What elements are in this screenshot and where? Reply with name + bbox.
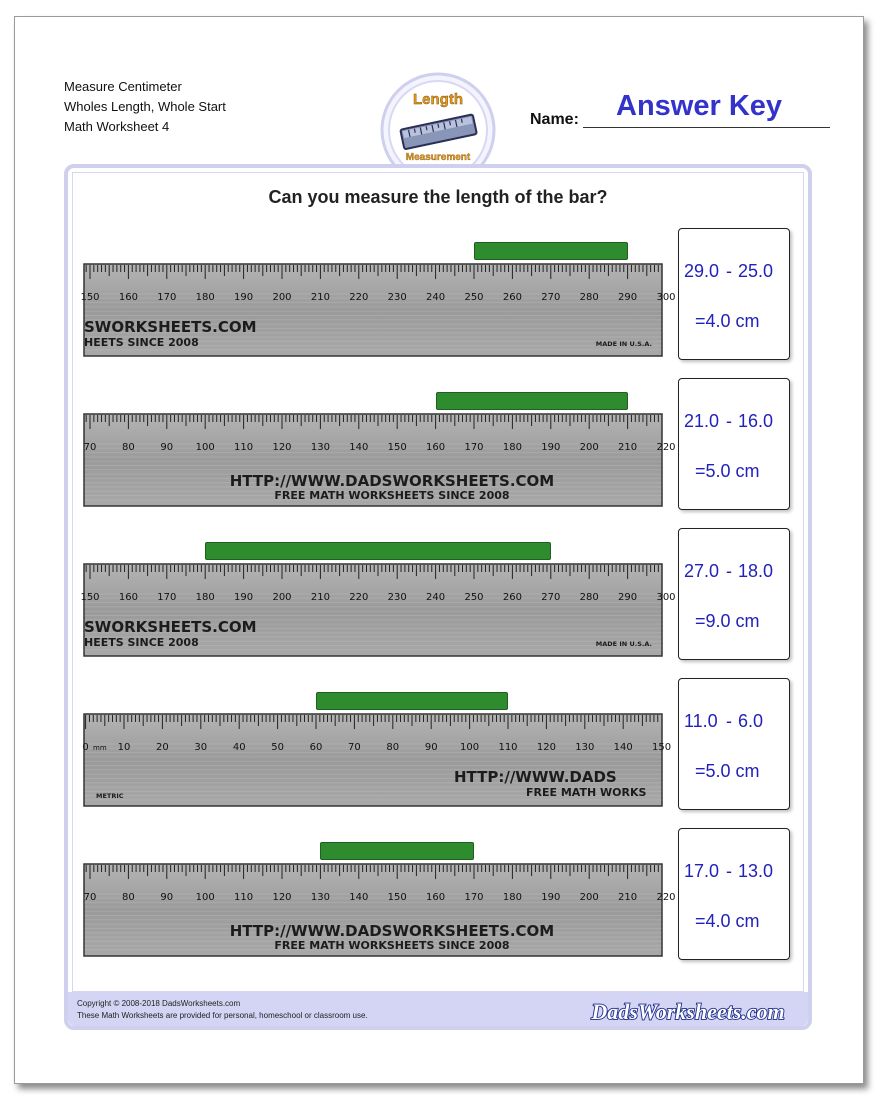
ruler-tick-label: 40 (232, 742, 246, 753)
ruler-tick-label: 160 (426, 442, 446, 453)
answer-end-value: 21.0 (684, 411, 720, 431)
ruler-tick-label: 220 (656, 892, 676, 903)
ruler-tick-label: 180 (502, 892, 522, 903)
title-line-3: Math Worksheet 4 (64, 119, 170, 134)
measured-bar (320, 842, 474, 860)
ruler-tick-label: 90 (160, 442, 174, 453)
ruler-tick-label: 30 (194, 742, 208, 753)
ruler (82, 714, 672, 806)
ruler-tick-label: 140 (613, 742, 633, 753)
answer-minus-sign: - (726, 561, 732, 581)
copyright-text: Copyright © 2008-2018 DadsWorksheets.com (77, 999, 241, 1008)
ruler-imprint-large: SWORKSHEETS.COM (84, 318, 257, 336)
ruler (80, 564, 676, 656)
ruler-tick-label: 120 (536, 742, 556, 753)
ruler-tick-label: 190 (541, 892, 561, 903)
answer-start-value: 13.0 (738, 861, 774, 881)
ruler-imprint-small: HEETS SINCE 2008 (84, 336, 199, 349)
ruler-tick-label: 210 (618, 892, 638, 903)
ruler-tick-label: 100 (195, 892, 215, 903)
ruler-tick-label: 170 (157, 292, 177, 303)
ruler-tick-label: 190 (234, 592, 254, 603)
ruler-tick-label: 170 (464, 442, 484, 453)
footer-text (77, 998, 368, 1022)
ruler-tick-label: 150 (80, 292, 100, 303)
ruler-imprint-small: HEETS SINCE 2008 (84, 636, 199, 649)
ruler-imprint-large: HTTP://WWW.DADS (454, 768, 617, 786)
ruler-imprint-small: FREE MATH WORKS (526, 786, 647, 799)
answer-start-value: 25.0 (738, 261, 774, 281)
ruler-tick-label: 260 (502, 592, 522, 603)
ruler-tick-label: 190 (541, 442, 561, 453)
ruler-tick-label: 190 (234, 292, 254, 303)
answer-end-value: 27.0 (684, 561, 720, 581)
ruler-tick-label: 150 (652, 742, 672, 753)
question-heading: Can you measure the length of the bar? (268, 187, 608, 207)
ruler-tick-label: 240 (426, 292, 446, 303)
ruler-tick-label: 20 (156, 742, 169, 753)
ruler-tick-label: 210 (618, 442, 638, 453)
ruler-imprint-small: FREE MATH WORKSHEETS SINCE 2008 (274, 489, 510, 502)
measured-bar (205, 542, 551, 560)
measured-bar (316, 692, 508, 710)
answer-start-value: 18.0 (738, 561, 774, 581)
ruler-imprint-small: FREE MATH WORKSHEETS SINCE 2008 (274, 939, 510, 952)
ruler-tick-label: 160 (118, 292, 138, 303)
answer-subtraction (684, 411, 774, 432)
ruler-tick-label: 70 (83, 442, 97, 453)
answer-minus-sign: - (726, 861, 732, 881)
answer-subtraction (684, 711, 764, 732)
ruler-tick-label: 90 (160, 892, 174, 903)
logo-bottom-text: Measurement (405, 152, 471, 163)
answer-start-value: 16.0 (738, 411, 774, 431)
title-line-2: Wholes Length, Whole Start (64, 99, 226, 114)
ruler-tick-label: 250 (464, 292, 484, 303)
ruler-tick-label: 140 (349, 442, 369, 453)
ruler-tick-label: 290 (618, 592, 638, 603)
ruler (83, 414, 676, 506)
ruler-tick-label: 120 (272, 892, 292, 903)
ruler-tick-label: 130 (310, 892, 330, 903)
ruler-tick-label: 200 (579, 892, 599, 903)
answer-result: =5.0 cm (695, 761, 760, 781)
answer-box[interactable] (678, 378, 790, 510)
ruler-tick-label: 170 (464, 892, 484, 903)
ruler-tick-label: 70 (348, 742, 361, 753)
title-line-1: Measure Centimeter (64, 79, 182, 94)
ruler-tick-label: 150 (387, 892, 407, 903)
answer-box[interactable] (678, 828, 790, 960)
ruler-tick-label: 140 (349, 892, 369, 903)
ruler-tick-label: 210 (310, 292, 330, 303)
answer-box[interactable] (678, 228, 790, 360)
ruler-tick-label: 80 (122, 442, 135, 453)
answer-end-value: 17.0 (684, 861, 720, 881)
ruler-tick-label: 220 (349, 292, 369, 303)
ruler-tick-label: 250 (464, 592, 484, 603)
ruler-tick-label: 100 (460, 742, 480, 753)
answer-minus-sign: - (726, 261, 732, 281)
ruler-tick-label: 70 (83, 892, 97, 903)
ruler-tick-label: 120 (272, 442, 292, 453)
ruler-tick-label: 270 (541, 592, 561, 603)
ruler-corner-text: MADE IN U.S.A. (595, 640, 652, 648)
answer-start-value: 6.0 (738, 711, 764, 731)
answer-box[interactable] (678, 528, 790, 660)
answer-minus-sign: - (726, 711, 732, 731)
ruler-imprint-large: SWORKSHEETS.COM (84, 618, 257, 636)
ruler-tick-label: 80 (122, 892, 135, 903)
ruler-tick-label: 260 (502, 292, 522, 303)
ruler-unit-label: mm (93, 744, 107, 752)
ruler-tick-label: 280 (579, 292, 599, 303)
ruler-tick-label: 150 (80, 592, 100, 603)
measured-bar (474, 242, 628, 260)
brand-text: DadsWorksheets.com (591, 999, 785, 1024)
ruler-tick-label: 170 (157, 592, 177, 603)
ruler-tick-label: 100 (195, 442, 215, 453)
dadsworksheets-logo (578, 996, 798, 1026)
answer-result: =4.0 cm (695, 311, 760, 331)
ruler-tick-label: 180 (502, 442, 522, 453)
ruler-tick-label: 280 (579, 592, 599, 603)
logo-top-text: Length (413, 91, 463, 108)
ruler-tick-label: 180 (195, 292, 215, 303)
ruler-tick-label: 130 (310, 442, 330, 453)
answer-result: =4.0 cm (695, 911, 760, 931)
ruler-corner-text: METRIC (96, 792, 124, 800)
ruler-tick-label: 230 (387, 292, 407, 303)
ruler-tick-label: 50 (271, 742, 284, 753)
answer-end-value: 11.0 (684, 711, 718, 731)
ruler-imprint-large: HTTP://WWW.DADSWORKSHEETS.COM (229, 472, 555, 490)
answer-key-text: Answer Key (616, 90, 783, 122)
ruler-tick-label: 200 (272, 592, 292, 603)
ruler-tick-label: 210 (310, 592, 330, 603)
ruler-tick-label: 80 (386, 742, 400, 753)
ruler-tick-label: 160 (118, 592, 138, 603)
ruler-corner-text: MADE IN U.S.A. (595, 340, 652, 348)
answer-box[interactable] (678, 678, 790, 810)
measured-bar (436, 392, 628, 410)
ruler-tick-label: 300 (656, 292, 676, 303)
name-label: Name: (530, 111, 579, 128)
answer-subtraction (684, 261, 774, 282)
answer-end-value: 29.0 (684, 261, 720, 281)
answer-result: =5.0 cm (695, 461, 760, 481)
answer-subtraction (684, 561, 774, 582)
ruler-tick-label: 270 (541, 292, 561, 303)
ruler (80, 264, 676, 356)
ruler-tick-label: 60 (309, 742, 323, 753)
ruler-tick-label: 300 (656, 592, 676, 603)
ruler-imprint-large: HTTP://WWW.DADSWORKSHEETS.COM (229, 922, 555, 940)
ruler-tick-label: 150 (387, 442, 407, 453)
name-field[interactable] (583, 127, 830, 128)
ruler-tick-label: 200 (579, 442, 599, 453)
worksheet-title-block (64, 77, 226, 137)
ruler-tick-label: 220 (656, 442, 676, 453)
ruler (83, 864, 676, 956)
usage-note: These Math Worksheets are provided for personal, homeschool or classroom use. (77, 1011, 368, 1020)
ruler-tick-label: 110 (234, 442, 254, 453)
ruler-tick-label: 290 (618, 292, 638, 303)
ruler-tick-label: 200 (272, 292, 292, 303)
ruler-tick-label: 10 (117, 742, 131, 753)
ruler-tick-label: 110 (498, 742, 518, 753)
ruler-tick-label: 220 (349, 592, 369, 603)
answer-subtraction (684, 861, 774, 882)
ruler-tick-label: 160 (426, 892, 446, 903)
ruler-tick-label: 110 (234, 892, 254, 903)
ruler-tick-label: 230 (387, 592, 407, 603)
ruler-tick-label: 90 (424, 742, 438, 753)
answer-minus-sign: - (726, 411, 732, 431)
ruler-tick-label: 130 (575, 742, 595, 753)
answer-result: =9.0 cm (695, 611, 760, 631)
ruler-tick-label: 240 (426, 592, 446, 603)
ruler-tick-label: 0 (82, 742, 89, 753)
ruler-tick-label: 180 (195, 592, 215, 603)
